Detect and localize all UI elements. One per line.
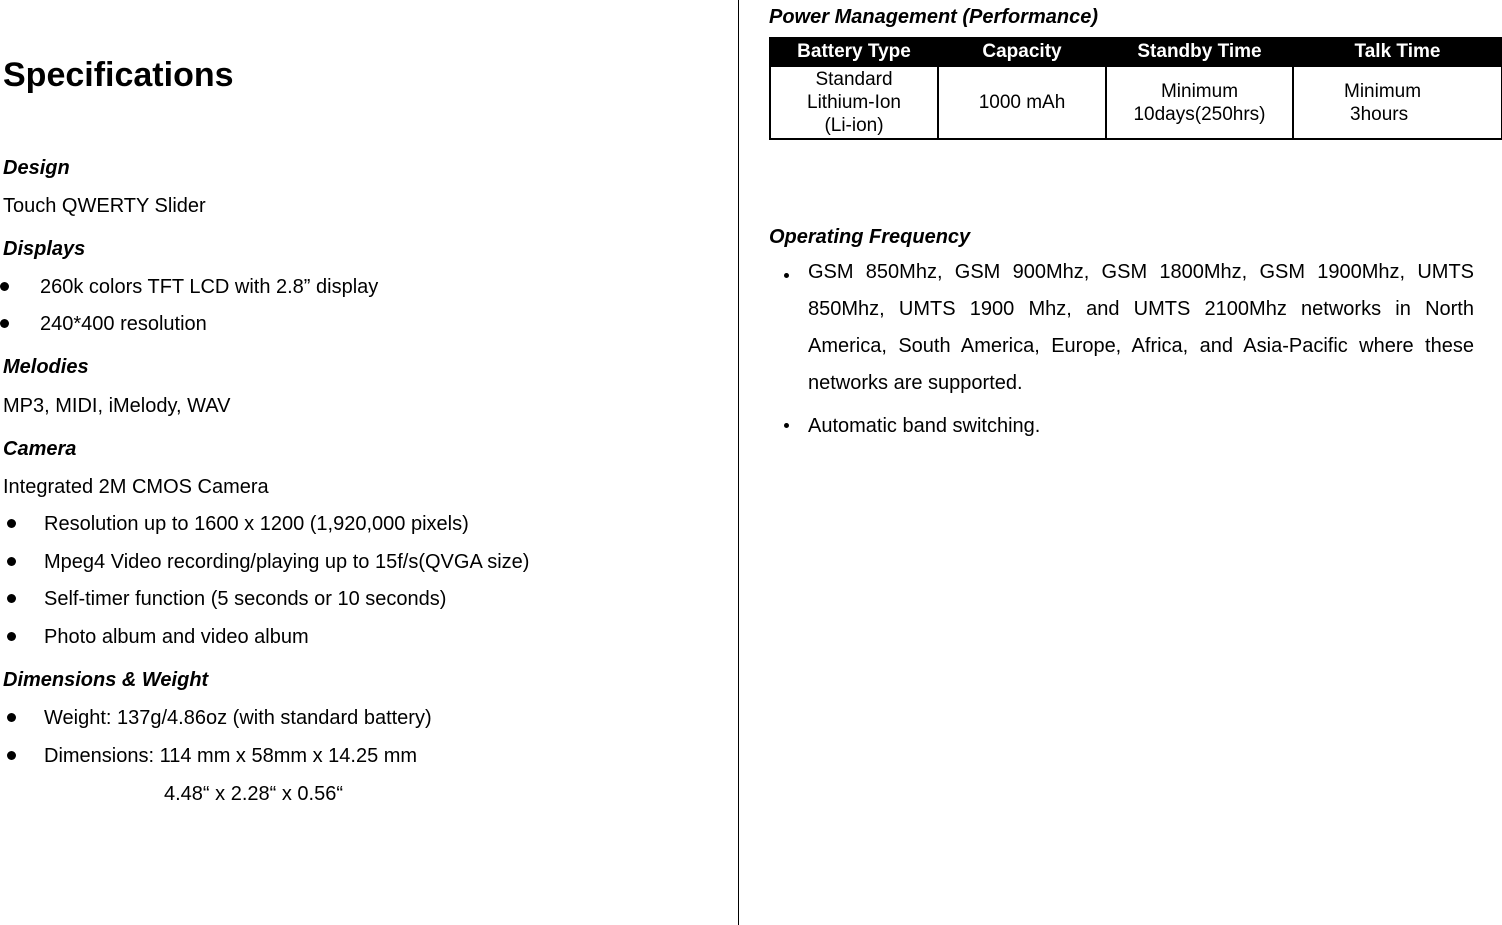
- battery-type-cell: [770, 66, 938, 139]
- dimensions-item: Weight: 137g/4.86oz (with standard battery): [44, 707, 432, 729]
- table-header-cell: Standby Time: [1106, 38, 1293, 66]
- left-page: [0, 0, 738, 925]
- right-page: [740, 0, 1502, 925]
- camera-item: Mpeg4 Video recording/playing up to 15f/s(QVGA size): [44, 551, 530, 573]
- dimensions-item: Dimensions: 114 mm x 58mm x 14.25 mm: [44, 745, 418, 767]
- standby-time-cell: [1106, 66, 1293, 139]
- cell-line: 1000 mAh: [978, 92, 1066, 113]
- cell-line: 3hours: [1350, 103, 1409, 125]
- bullet-icon: [7, 519, 16, 528]
- frequency-item: GSM 850Mhz, GSM 900Mhz, GSM 1800Mhz, GSM 1900Mhz, UMTS 850Mhz, UMTS 1900 Mhz, and UMTS 2100Mhz networks in North America, South America, Europe, Africa, and Asia-Pacific where these networks are supported.: [808, 261, 1474, 394]
- bullet-icon: [784, 273, 789, 278]
- talk-time-cell: [1293, 66, 1502, 139]
- table-header-cell: Talk Time: [1293, 38, 1502, 66]
- cell-line: Standard: [815, 69, 893, 90]
- bullet-icon: [7, 594, 16, 603]
- displays-heading: Displays: [3, 238, 86, 260]
- battery-table: [769, 37, 1502, 140]
- cell-line: Lithium-Ion: [807, 92, 901, 113]
- design-text: Touch QWERTY Slider: [3, 195, 206, 217]
- cell-line: 10days(250hrs): [1133, 103, 1266, 125]
- table-header-cell: Battery Type: [770, 38, 938, 66]
- cell-line: Minimum: [1344, 80, 1422, 102]
- camera-text: Integrated 2M CMOS Camera: [3, 476, 269, 498]
- table-header-row: [770, 38, 1502, 66]
- camera-heading: Camera: [3, 438, 77, 460]
- bullet-icon: [0, 319, 9, 328]
- camera-item: Resolution up to 1600 x 1200 (1,920,000 pixels): [44, 513, 469, 535]
- bullet-icon: [0, 282, 9, 291]
- dimensions-heading: Dimensions & Weight: [3, 669, 209, 691]
- design-heading: Design: [3, 157, 70, 179]
- camera-item: Self-timer function (5 seconds or 10 seconds): [44, 588, 447, 610]
- camera-item: Photo album and video album: [44, 626, 309, 648]
- melodies-text: MP3, MIDI, iMelody, WAV: [3, 395, 231, 417]
- frequency-heading: Operating Frequency: [769, 226, 971, 248]
- page-divider: [738, 0, 739, 925]
- bullet-icon: [784, 423, 789, 428]
- bullet-icon: [7, 557, 16, 566]
- bullet-icon: [7, 713, 16, 722]
- power-heading: Power Management (Performance): [769, 6, 1098, 28]
- cell-line: (Li-ion): [824, 115, 884, 136]
- displays-item: 260k colors TFT LCD with 2.8” display: [40, 276, 379, 298]
- table-header-cell: Capacity: [938, 38, 1106, 66]
- capacity-cell: [938, 66, 1106, 139]
- bullet-icon: [7, 751, 16, 760]
- frequency-item: Automatic band switching.: [808, 415, 1041, 437]
- melodies-heading: Melodies: [3, 356, 89, 378]
- bullet-icon: [7, 632, 16, 641]
- dimensions-continuation: 4.48“ x 2.28“ x 0.56“: [164, 783, 343, 805]
- displays-item: 240*400 resolution: [40, 313, 207, 335]
- table-row: [770, 66, 1502, 139]
- cell-line: Minimum: [1160, 80, 1239, 102]
- page-title: Specifications: [3, 56, 234, 94]
